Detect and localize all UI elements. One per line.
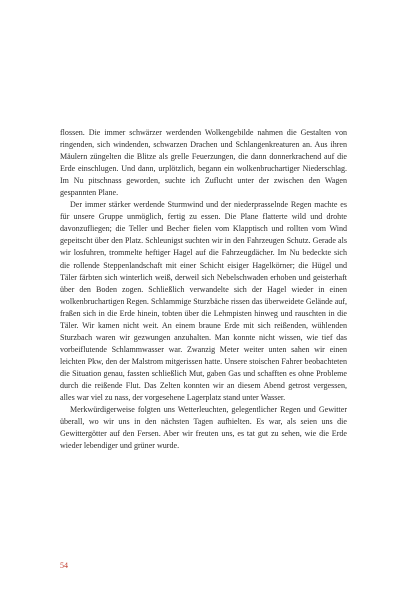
- page-number: 54: [60, 561, 68, 570]
- paragraph-3: Merkwürdigerweise folgten uns Wetterleuchten, gelegentlicher Regen und Gewitter überall, wo wir uns in den nächsten Tagen aufhielten. Es war, als seien uns die Gewittergötter auf den Fersen. Aber wir freuten uns, es tat gut zu sehen, wie die Erde wieder lebendiger und grüner wurde.: [60, 405, 347, 451]
- paragraph-2: Der immer stärker werdende Sturmwind und der niederprasselnde Regen machte es für unsere Gruppe unmöglich, fertig zu essen. Die Plane flatterte wild und drohte davonzufliegen; die Teller und Becher fielen vom Klapptisch und rollten vom Wind gepeitscht über den Platz. Schleunigst suchten wir in den Fahrzeugen Schutz. Gerade als wir losfuhren, trommelte heftiger Hagel auf die Fahrzeugdächer. Im Nu bedeckte sich die rollende Steppenlandschaft mit einer Schicht eisiger Hagelkörner; die Hügel und Täler färbten sich winterlich weiß, derweil sich Nebelschwaden erhoben und geisterhaft über den Boden zogen. Schließlich verwandelte sich der Hagel wieder in einen wolkenbruchartigen Regen. Schlammige Sturzbäche rissen das überweidete Gelände auf, fraßen sich in die Erde hinein, tobten über die Lehmpisten hinweg und rauschten in die Täler. Wir kamen nicht weit. An einem braune Erde mit sich reißenden, wühlenden Sturzbach waren wir gezwungen anzuhalten. Man konnte nicht wissen, wie tief das vorbeiflutende Schlammwasser war. Zwanzig Meter weiter unten sahen wir einen leichten Pkw, den der Malstrom mitgerissen hatte. Unsere stoischen Fahrer beobachteten die Situation genau, fassten schließlich Mut, gaben Gas und schafften es ohne Probleme durch die reißende Flut. Das Zelten konnten wir an diesem Abend getrost vergessen, alles war viel zu nass, der vorgesehene Lagerplatz stand unter Wasser.: [60, 200, 347, 403]
- body-text: [60, 127, 347, 452]
- paragraph-1: flossen. Die immer schwärzer werdenden Wolkengebilde nahmen die Gestalten von ringenden, sich windenden, schwarzen Drachen und Schlangenkreaturen an. Aus ihren Mäulern züngelten die Blitze als grelle Feuerzungen, die dann donnerkrachend auf die Erde einschlugen. Und dann, urplötzlich, begann ein wolkenbruchartiger Niederschlag. Im Nu pitschnass geworden, suchte ich Zuflucht unter der zwischen den Wagen gespannten Plane.: [60, 128, 347, 198]
